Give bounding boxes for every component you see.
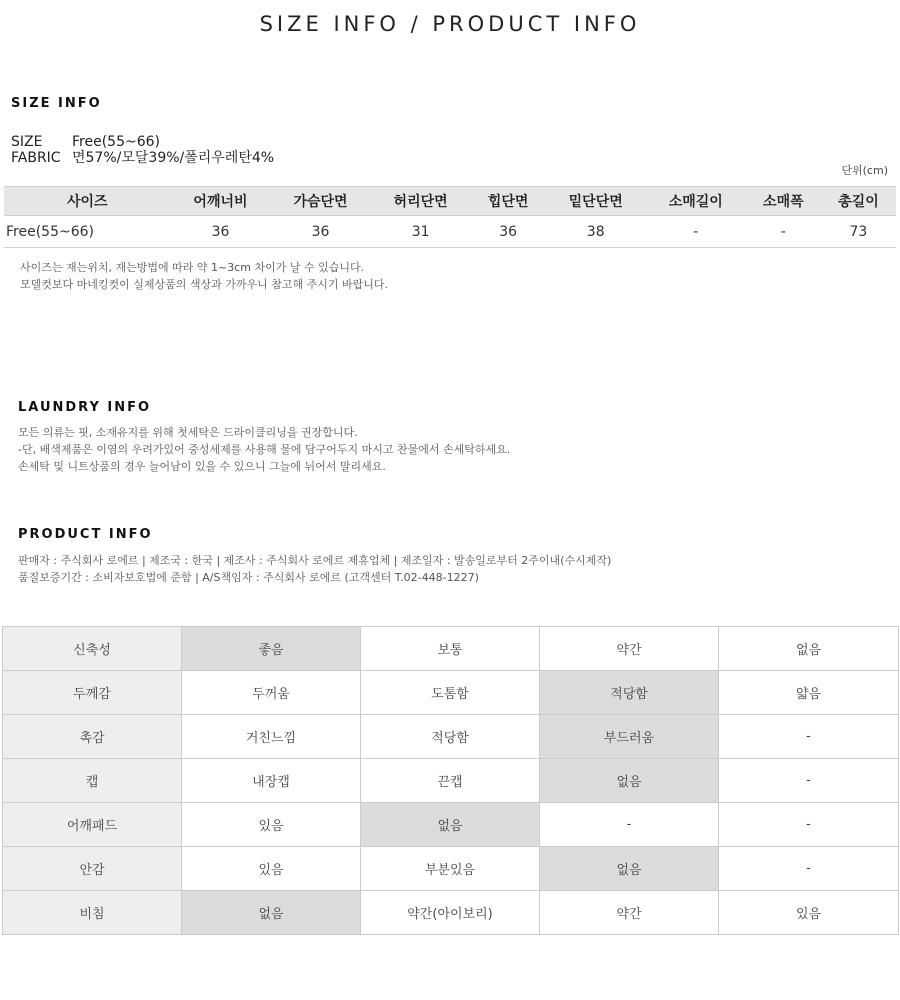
property-label: 안감	[3, 847, 182, 891]
property-option: 없음	[540, 759, 719, 803]
property-row	[3, 847, 899, 891]
property-option: 있음	[182, 803, 361, 847]
property-label: 어깨패드	[3, 803, 182, 847]
size-cell: Free(55~66)	[4, 216, 170, 248]
property-option: 끈캡	[361, 759, 540, 803]
size-table-header	[4, 187, 896, 216]
property-option: 있음	[719, 891, 899, 935]
property-option: 없음	[540, 847, 719, 891]
size-cell: 36	[471, 216, 546, 248]
size-table	[4, 186, 896, 248]
product-line: 품질보증기간 : 소비자보호법에 준함 | A/S책임자 : 주식회사 로에르 (고객센터 T.02-448-1227)	[18, 571, 479, 584]
fabric-value: 면57%/모달39%/폴리우레탄4%	[72, 150, 275, 166]
laundry-line: -단, 배색제품은 이염의 우려가있어 중성세제를 사용해 물에 담구어두지 마시고 찬물에서 손세탁하세요.	[18, 443, 511, 456]
property-row	[3, 627, 899, 671]
size-cell: 73	[821, 216, 896, 248]
size-header-cell: 소매길이	[646, 187, 746, 216]
property-row	[3, 671, 899, 715]
property-option: 없음	[719, 627, 899, 671]
property-option: 부분있음	[361, 847, 540, 891]
fabric-label: FABRIC	[11, 150, 61, 166]
product-notes	[18, 552, 611, 586]
property-option: 적당함	[540, 671, 719, 715]
size-cell: 31	[371, 216, 471, 248]
property-option: -	[719, 759, 899, 803]
size-header-cell: 사이즈	[4, 187, 170, 216]
property-label: 신축성	[3, 627, 182, 671]
product-info-heading: PRODUCT INFO	[18, 527, 153, 542]
size-header-cell: 가슴단면	[271, 187, 371, 216]
property-option: 얇음	[719, 671, 899, 715]
property-option: 있음	[182, 847, 361, 891]
size-note-line: 사이즈는 재는위치, 재는방법에 따라 약 1~3cm 차이가 날 수 있습니다.	[20, 261, 365, 274]
property-option: 도톰함	[361, 671, 540, 715]
property-option: 좋음	[182, 627, 361, 671]
property-option: 두꺼움	[182, 671, 361, 715]
property-option: 적당함	[361, 715, 540, 759]
property-option: 약간	[540, 891, 719, 935]
property-option: 부드러움	[540, 715, 719, 759]
size-value: Free(55~66)	[72, 134, 160, 150]
size-spec-row	[11, 134, 160, 150]
size-cell: -	[746, 216, 821, 248]
fabric-properties-table	[2, 626, 899, 935]
size-header-cell: 힙단면	[471, 187, 546, 216]
page-title: SIZE INFO / PRODUCT INFO	[259, 12, 641, 36]
size-info-heading: SIZE INFO	[11, 96, 102, 111]
property-row	[3, 891, 899, 935]
property-option: 약간(아이보리)	[361, 891, 540, 935]
size-header-cell: 허리단면	[371, 187, 471, 216]
fabric-spec-row	[11, 150, 274, 166]
size-header-cell: 밑단단면	[546, 187, 646, 216]
laundry-line: 모든 의류는 핏, 소재유지를 위해 첫세탁은 드라이클리닝을 권장합니다.	[18, 426, 358, 439]
size-label: SIZE	[11, 134, 43, 150]
product-line: 판매자 : 주식회사 로에르 | 제조국 : 한국 | 제조사 : 주식회사 로에르 제휴업체 | 제조일자 : 발송일로부터 2주이내(수시제작)	[18, 554, 612, 567]
property-option: -	[719, 847, 899, 891]
property-option: 약간	[540, 627, 719, 671]
property-option: 없음	[361, 803, 540, 847]
size-note-line: 모델컷보다 마네킹컷이 실제상품의 색상과 가까우니 참고해 주시기 바랍니다.	[20, 278, 389, 291]
property-label: 비침	[3, 891, 182, 935]
laundry-line: 손세탁 및 니트상품의 경우 늘어남이 있을 수 있으니 그늘에 뉘어서 말리세요.	[18, 460, 386, 473]
property-option: 보통	[361, 627, 540, 671]
size-header-cell: 어깨너비	[170, 187, 270, 216]
unit-label: 단위(cm)	[841, 164, 888, 177]
property-option: 없음	[182, 891, 361, 935]
property-option: -	[540, 803, 719, 847]
property-row	[3, 803, 899, 847]
property-label: 촉감	[3, 715, 182, 759]
property-option: -	[719, 715, 899, 759]
size-cell: -	[646, 216, 746, 248]
property-label: 캡	[3, 759, 182, 803]
size-cell: 36	[170, 216, 270, 248]
property-row	[3, 715, 899, 759]
property-row	[3, 759, 899, 803]
property-label: 두께감	[3, 671, 182, 715]
size-header-cell: 소매폭	[746, 187, 821, 216]
laundry-info-heading: LAUNDRY INFO	[18, 400, 152, 415]
table-row	[4, 216, 896, 248]
size-cell: 36	[271, 216, 371, 248]
laundry-notes	[18, 424, 510, 475]
size-header-cell: 총길이	[821, 187, 896, 216]
property-option: 내장캡	[182, 759, 361, 803]
property-option: -	[719, 803, 899, 847]
property-option: 거친느낌	[182, 715, 361, 759]
size-cell: 38	[546, 216, 646, 248]
size-notes	[20, 259, 388, 293]
